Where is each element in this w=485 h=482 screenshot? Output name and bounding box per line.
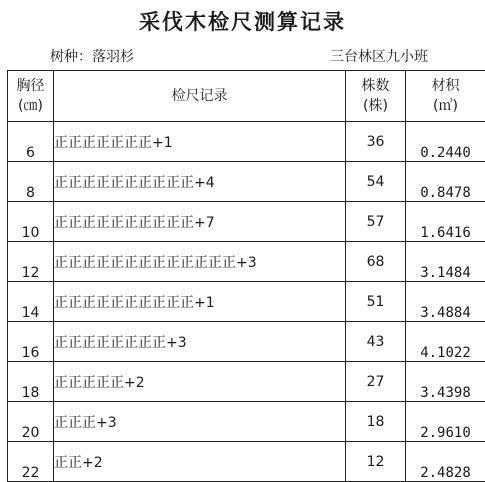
table-row	[8, 322, 485, 362]
count-header-unit: (株)	[346, 96, 405, 116]
tally-table	[7, 70, 485, 482]
count-cell: 12	[346, 442, 406, 482]
tally-record-cell: 正正正正正正正+1	[54, 122, 346, 162]
volume-header	[406, 71, 485, 122]
tally-record-cell: 正正正正正正正正+3	[54, 322, 346, 362]
count-cell: 43	[346, 322, 406, 362]
tally-record-cell: 正正+2	[54, 442, 346, 482]
diameter-cell: 12	[8, 242, 54, 282]
diameter-cell: 8	[8, 162, 54, 202]
diameter-cell: 22	[8, 442, 54, 482]
tally-record-cell: 正正正正正正正正正正+4	[54, 162, 346, 202]
table-row	[8, 242, 485, 282]
diameter-header-unit: (㎝)	[8, 96, 53, 116]
volume-cell: 0.8478	[406, 162, 485, 202]
diameter-cell: 20	[8, 402, 54, 442]
diameter-cell: 16	[8, 322, 54, 362]
volume-cell: 3.4884	[406, 282, 485, 322]
volume-cell: 1.6416	[406, 202, 485, 242]
document-title: 采伐木检尺测算记录	[0, 6, 485, 36]
tally-record-cell: 正正正正正正正正正正+1	[54, 282, 346, 322]
count-cell: 54	[346, 162, 406, 202]
location-label: 三台林区九小班	[330, 46, 428, 66]
tally-record-cell: 正正正正正正正正正正正正正+3	[54, 242, 346, 282]
count-cell: 68	[346, 242, 406, 282]
table-header-row	[8, 71, 485, 122]
volume-cell: 0.2440	[406, 122, 485, 162]
count-cell: 51	[346, 282, 406, 322]
volume-cell: 4.1022	[406, 322, 485, 362]
count-header-name: 株数	[346, 76, 405, 96]
diameter-header	[8, 71, 54, 122]
tally-record-cell: 正正正正正正正正正正+7	[54, 202, 346, 242]
table-row	[8, 162, 485, 202]
table-row	[8, 362, 485, 402]
volume-cell: 2.4828	[406, 442, 485, 482]
count-cell: 57	[346, 202, 406, 242]
diameter-cell: 10	[8, 202, 54, 242]
diameter-cell: 18	[8, 362, 54, 402]
volume-cell: 3.1484	[406, 242, 485, 282]
record-header: 检尺记录	[54, 71, 346, 122]
tally-record-cell: 正正正+3	[54, 402, 346, 442]
table-row	[8, 442, 485, 482]
tally-record-cell: 正正正正正+2	[54, 362, 346, 402]
count-cell: 27	[346, 362, 406, 402]
volume-cell: 2.9610	[406, 402, 485, 442]
count-header	[346, 71, 406, 122]
count-cell: 36	[346, 122, 406, 162]
table-row	[8, 402, 485, 442]
volume-cell: 3.4398	[406, 362, 485, 402]
volume-header-name: 材积	[406, 76, 485, 96]
table-row	[8, 202, 485, 242]
diameter-header-name: 胸径	[8, 76, 53, 96]
table-row	[8, 122, 485, 162]
species-label: 树种：落羽杉	[50, 46, 134, 66]
diameter-cell: 6	[8, 122, 54, 162]
count-cell: 18	[346, 402, 406, 442]
diameter-cell: 14	[8, 282, 54, 322]
table-row	[8, 282, 485, 322]
volume-header-unit: (㎥)	[406, 96, 485, 116]
